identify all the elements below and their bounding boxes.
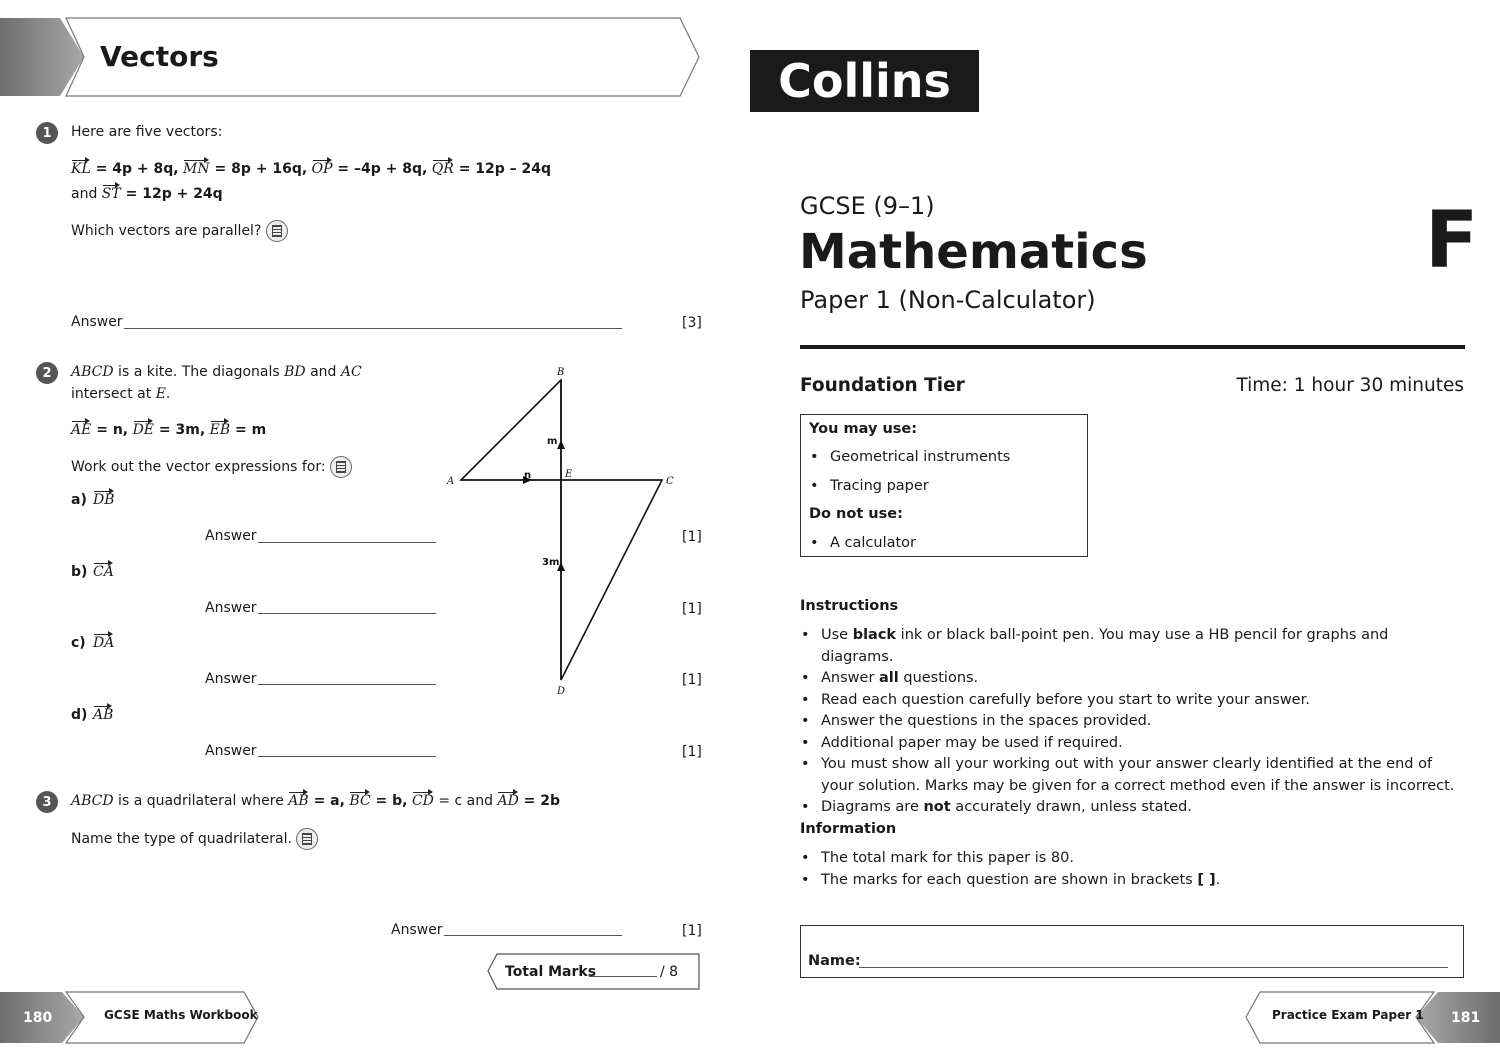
instruction-item: • Answer the questions in the spaces provided. [800, 711, 1465, 733]
label-m: m [547, 436, 558, 447]
calculator-crossed-icon [330, 456, 352, 478]
q1-question: Which vectors are parallel? [71, 220, 288, 242]
vector-ab: AB [288, 789, 308, 809]
total-marks-value: / 8 [660, 964, 679, 980]
right-page-number: 181 [1451, 1010, 1481, 1026]
name-input-line[interactable] [859, 967, 1448, 968]
calculator-crossed-icon [266, 220, 288, 242]
subject-title: Mathematics [799, 224, 1148, 280]
q2-part-c-vector: DA [93, 631, 114, 651]
vector-mn: MN [183, 157, 210, 177]
vector-st: ST [102, 182, 121, 202]
q2-part-c-answer-label: Answer [205, 671, 257, 687]
do-not-use-item: • A calculator [809, 533, 916, 555]
instruction-item: • Answer all questions. [800, 668, 1465, 690]
q3-text: ABCD is a quadrilateral where AB = a, BC = b, CD = c and AD = 2b [71, 789, 560, 809]
vector-bc: BC [349, 789, 370, 809]
collins-logo: Collins [750, 50, 979, 112]
left-footer-title: GCSE Maths Workbook [104, 1008, 258, 1022]
point-label-e: E [565, 469, 573, 480]
q1-marks: [3] [682, 315, 702, 331]
do-not-use-title: Do not use: [809, 506, 903, 522]
q2-part-a-answer-label: Answer [205, 528, 257, 544]
vertex-label-a: A [447, 476, 455, 487]
information-item: • The total mark for this paper is 80. [800, 848, 1465, 870]
q2-part-c-label: c) [71, 635, 86, 651]
instruction-item: • You must show all your working out with your answer clearly identified at the end of your solution. Marks may be given for a correct method even if the answer is incorrect. [800, 754, 1465, 797]
time-label: Time: 1 hour 30 minutes [1236, 375, 1464, 396]
q2-part-a-label: a) [71, 492, 87, 508]
instructions-list [800, 625, 1465, 819]
vertex-label-b: B [557, 367, 565, 378]
q2-part-d-answer-line[interactable] [258, 756, 436, 757]
q2-question: Work out the vector expressions for: [71, 456, 352, 478]
q3-answer-label: Answer [391, 922, 443, 938]
vertex-label-d: D [557, 686, 566, 697]
q2-part-a-answer-line[interactable] [258, 542, 436, 543]
instruction-item: • Read each question carefully before you start to write your answer. [800, 690, 1465, 712]
q2-text-line1: ABCD is a kite. The diagonals BD and AC [71, 364, 362, 380]
title-rule [800, 345, 1465, 349]
total-marks-label: Total Marks [505, 964, 597, 980]
information-title: Information [800, 821, 897, 837]
q3-question: Name the type of quadrilateral. [71, 828, 318, 850]
q2-text-line2: intersect at E. [71, 386, 171, 402]
q1-vectors-line2: and ST = 12p + 24q [71, 182, 223, 202]
vector-qr: QR [432, 157, 454, 177]
left-page-number: 180 [23, 1010, 53, 1026]
gcse-label: GCSE (9–1) [800, 192, 935, 220]
name-label: Name: [808, 953, 861, 969]
q2-part-d-marks: [1] [682, 744, 702, 760]
q2-part-b-label: b) [71, 564, 88, 580]
page-title: Vectors [100, 40, 219, 73]
q3-marks: [1] [682, 923, 702, 939]
kite-diagram [440, 360, 690, 700]
q2-part-a-marks: [1] [682, 529, 702, 545]
vertex-label-c: C [666, 476, 674, 487]
q2-part-c-answer-line[interactable] [258, 684, 436, 685]
vector-cd: CD [412, 789, 434, 809]
tier-label: Foundation Tier [800, 375, 965, 396]
q2-part-b-marks: [1] [682, 601, 702, 617]
paper-title: Paper 1 (Non-Calculator) [800, 286, 1096, 314]
total-marks-line[interactable] [589, 976, 657, 977]
calculator-crossed-icon [296, 828, 318, 850]
question-number-2: 2 [36, 362, 58, 384]
q2-given-vectors: AE = n, DE = 3m, EB = m [71, 418, 266, 438]
tier-letter: F [1425, 196, 1479, 286]
information-item: • The marks for each question are shown in brackets [ ]. [800, 870, 1465, 892]
q1-answer-line[interactable] [124, 328, 622, 329]
instructions-title: Instructions [800, 598, 899, 614]
q2-part-d-label: d) [71, 707, 88, 723]
instruction-item: • Diagrams are not accurately drawn, unless stated. [800, 797, 1465, 819]
vector-op: OP [312, 157, 333, 177]
information-list [800, 848, 1465, 891]
instruction-item: • Additional paper may be used if required. [800, 733, 1465, 755]
vector-kl: KL [71, 157, 91, 177]
q2-part-d-vector: AB [93, 703, 113, 723]
may-use-list [809, 447, 1010, 497]
q2-part-b-answer-label: Answer [205, 600, 257, 616]
q2-part-b-answer-line[interactable] [258, 613, 436, 614]
vector-ae: AE [71, 418, 91, 438]
may-use-title: You may use: [809, 421, 918, 437]
may-use-item: • Geometrical instruments [809, 447, 1010, 469]
label-n: n [524, 470, 532, 481]
question-number-1: 1 [36, 122, 58, 144]
q2-part-a-vector: DB [93, 488, 115, 508]
may-use-item: • Tracing paper [809, 476, 1010, 498]
name-box [800, 925, 1464, 978]
q2-part-d-answer-label: Answer [205, 743, 257, 759]
arrow-m [557, 440, 565, 449]
do-not-use-list [809, 533, 916, 555]
q1-vectors-line1: KL = 4p + 8q, MN = 8p + 16q, OP = –4p + 8q, QR = 12p – 24q [71, 157, 551, 177]
q2-part-b-vector: CA [93, 560, 114, 580]
question-number-3: 3 [36, 791, 58, 813]
instruction-item: • Use black ink or black ball-point pen. You may use a HB pencil for graphs and diagrams. [800, 625, 1465, 668]
q3-answer-line[interactable] [444, 935, 622, 936]
vector-de: DE [133, 418, 154, 438]
equipment-box [800, 414, 1088, 557]
vector-eb: EB [210, 418, 231, 438]
vector-ad: AD [497, 789, 518, 809]
right-footer-title: Practice Exam Paper 1 [1272, 1008, 1424, 1022]
q1-answer-label: Answer [71, 314, 123, 330]
label-3m: 3m [542, 557, 560, 568]
q1-intro: Here are five vectors: [71, 124, 223, 140]
q2-part-c-marks: [1] [682, 672, 702, 688]
